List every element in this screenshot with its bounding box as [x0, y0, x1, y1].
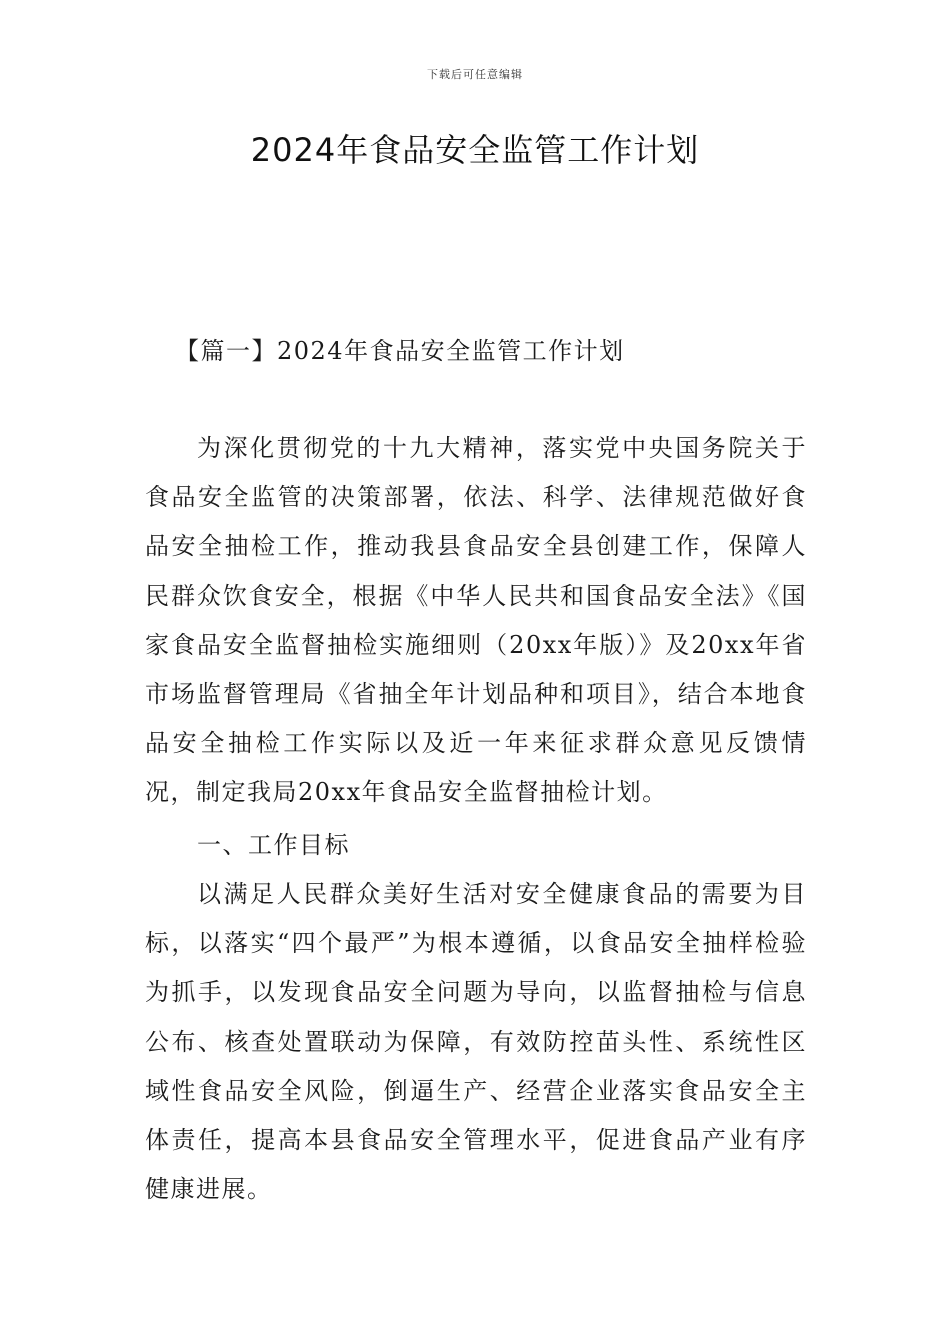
header-note: 下载后可任意编辑	[427, 68, 523, 81]
section-heading: 【篇一】2024年食品安全监管工作计划	[175, 337, 625, 365]
page-title: 2024年食品安全监管工作计划	[250, 131, 700, 169]
paragraph-intro: 为深化贯彻党的十九大精神，落实党中央国务院关于食品安全监管的决策部署，依法、科学、法律规范做好食品安全抽检工作，推动我县食品安全县创建工作，保障人民群众饮食安全，根据《中华人民共和国食品安全法》《国家食品安全监督抽检实施细则（20xx年版）》及20xx年省市场监督管理局《省抽全年计划品种和项目》，结合本地食品安全抽检工作实际以及近一年来征求群众意见反馈情况，制定我局20xx年食品安全监督抽检计划。	[145, 434, 807, 807]
paragraph-work-goals: 以满足人民群众美好生活对安全健康食品的需要为目标，以落实“四个最严”为根本遵循，以食品安全抽样检验为抓手，以发现食品安全问题为导向，以监督抽检与信息公布、核查处置联动为保障，有效防控苗头性、系统性区域性食品安全风险，倒逼生产、经营企业落实食品安全主体责任，提高本县食品安全管理水平，促进食品产业有序健康进展。	[145, 880, 807, 1204]
heading-work-goals: 一、工作目标	[197, 831, 350, 859]
